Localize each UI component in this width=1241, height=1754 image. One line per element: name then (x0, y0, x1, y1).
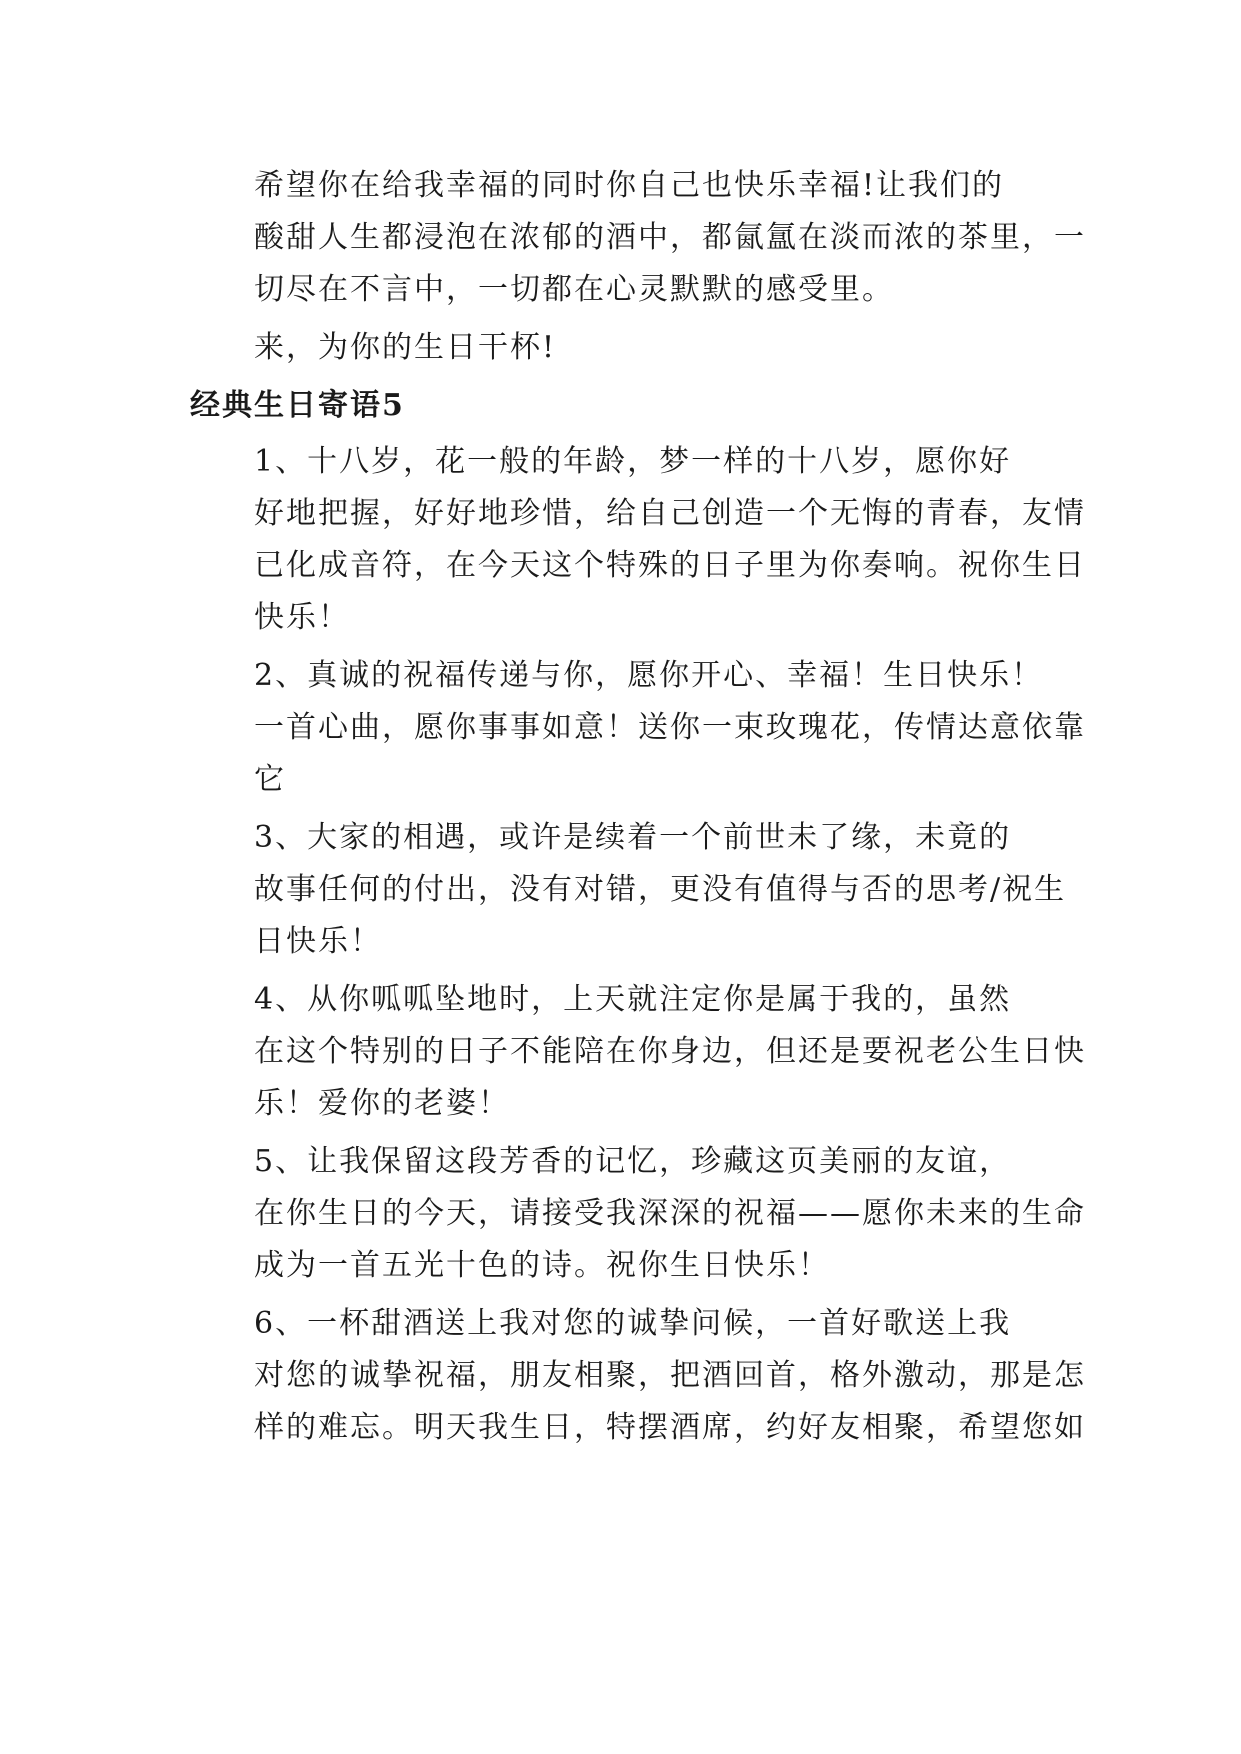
text-line: 样的难忘。明天我生日，特摆酒席，约好友相聚，希望您如 (254, 1410, 1086, 1445)
paragraph-item-6 (190, 1298, 1086, 1454)
paragraph-toast (190, 322, 1060, 374)
text-line: 切尽在不言中，一切都在心灵默默的感受里。 (254, 272, 894, 307)
text-line: 在你生日的今天，请接受我深深的祝福——愿你未来的生命 (254, 1196, 1086, 1231)
text-line: 它 (254, 762, 286, 797)
text-line: 乐！爱你的老婆！ (254, 1086, 510, 1121)
text-line: 对您的诚挚祝福，朋友相聚，把酒回首，格外激动，那是怎 (254, 1358, 1086, 1393)
text-line: 6、一杯甜酒送上我对您的诚挚问候，一首好歌送上我 (254, 1306, 1012, 1341)
text-line: 来，为你的生日干杯! (254, 330, 557, 365)
paragraph-item-5 (190, 1136, 1086, 1292)
text-line: 在这个特别的日子不能陪在你身边，但还是要祝老公生日快 (254, 1034, 1086, 1069)
heading-text: 经典生日寄语5 (190, 388, 405, 423)
text-line: 1、十八岁，花一般的年龄，梦一样的十八岁，愿你好 (254, 444, 1012, 479)
paragraph-item-3 (190, 812, 1067, 968)
text-line: 快乐！ (254, 600, 350, 635)
paragraph-item-2 (190, 650, 1086, 806)
text-line: 3、大家的相遇，或许是续着一个前世未了缘，未竟的 (254, 820, 1012, 855)
text-line: 好地把握，好好地珍惜，给自己创造一个无悔的青春，友情 (254, 496, 1086, 531)
text-line: 2、真诚的祝福传递与你，愿你开心、幸福！生日快乐！ (254, 658, 1044, 693)
text-line: 一首心曲，愿你事事如意！送你一束玫瑰花，传情达意依靠 (254, 710, 1086, 745)
text-line: 希望你在给我幸福的同时你自己也快乐幸福!让我们的 (254, 168, 1005, 203)
text-line: 4、从你呱呱坠地时，上天就注定你是属于我的，虽然 (254, 982, 1012, 1017)
text-line: 成为一首五光十色的诗。祝你生日快乐！ (254, 1248, 830, 1283)
text-line: 5、让我保留这段芳香的记忆，珍藏这页美丽的友谊， (254, 1144, 1012, 1179)
paragraph-item-1 (190, 436, 1086, 644)
paragraph-closing-wish (190, 160, 1086, 316)
text-line: 已化成音符，在今天这个特殊的日子里为你奏响。祝你生日 (254, 548, 1086, 583)
document-page (190, 160, 1086, 1460)
text-line: 酸甜人生都浸泡在浓郁的酒中，都氤氲在淡而浓的茶里，一 (254, 220, 1086, 255)
text-line: 故事任何的付出，没有对错，更没有值得与否的思考/祝生 (254, 872, 1067, 907)
text-line: 日快乐！ (254, 924, 382, 959)
section-heading (190, 380, 1060, 432)
paragraph-item-4 (190, 974, 1086, 1130)
